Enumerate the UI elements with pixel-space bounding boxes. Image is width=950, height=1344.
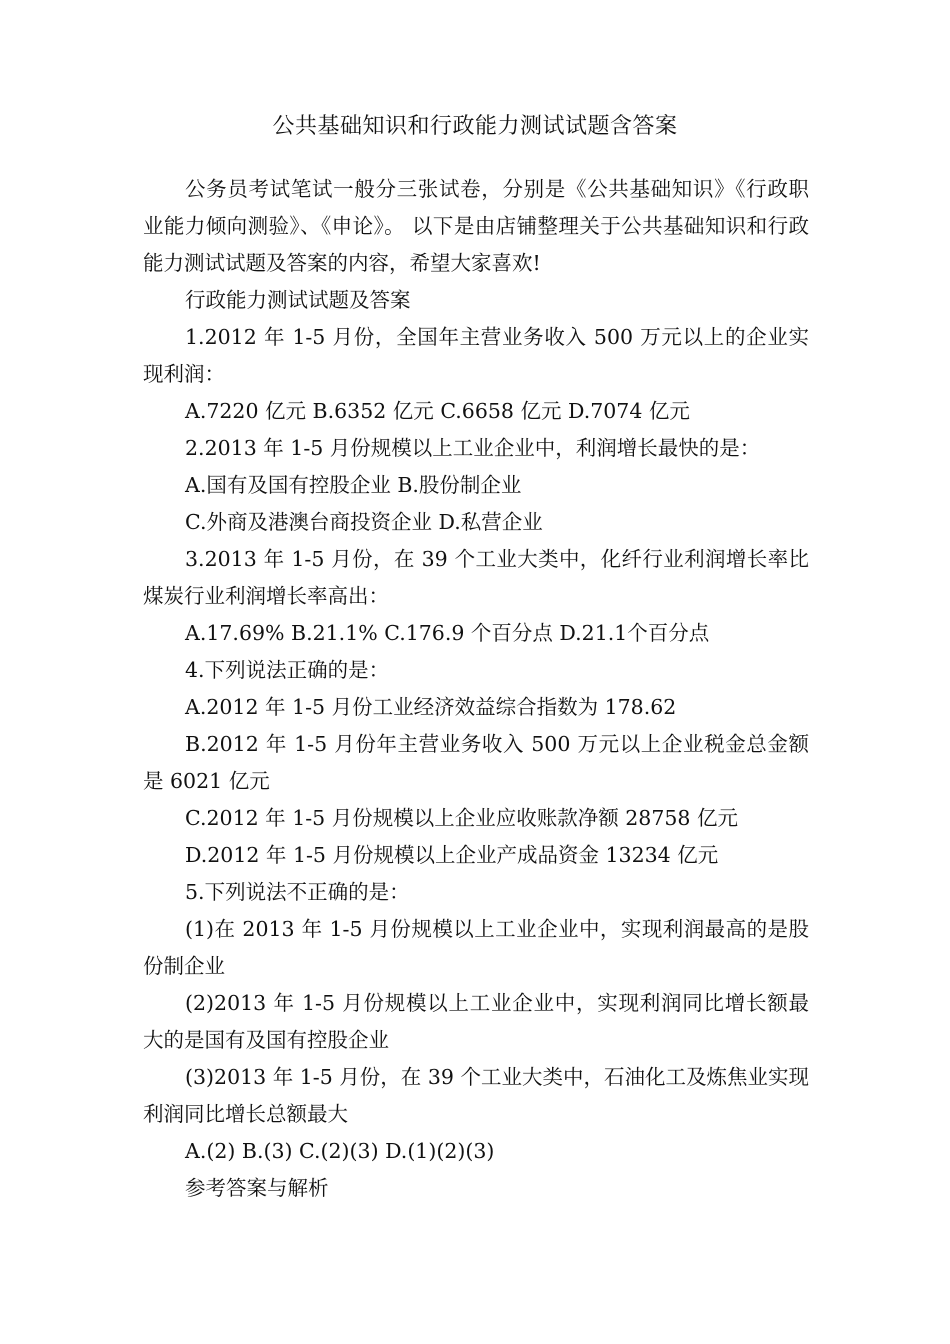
question-3: 3.2013 年 1-5 月份，在 39 个工业大类中，化纤行业利润增长率比煤炭行业利润增长率高出： (143, 547, 809, 608)
question-4-option-d: D.2012 年 1-5 月份规模以上企业产成品资金 13234 亿元 (185, 843, 719, 867)
question-2: 2.2013 年 1-5 月份规模以上工业企业中，利润增长最快的是： (185, 436, 761, 460)
document-title: 公共基础知识和行政能力测试试题含答案 (272, 114, 678, 139)
question-2-options-ab: A.国有及国有控股企业 B.股份制企业 (185, 473, 522, 497)
answers-heading: 参考答案与解析 (185, 1176, 329, 1200)
intro-paragraph: 公务员考试笔试一般分三张试卷，分别是《公共基础知识》《行政职业能力倾向测验》、《申论》。 以下是由店铺整理关于公共基础知识和行政能力测试试题及答案的内容，希望大家喜欢! (143, 177, 809, 275)
document-body (143, 171, 809, 1207)
question-5-statement-2: (2)2013 年 1-5 月份规模以上工业企业中，实现利润同比增长额最大的是国有及国有控股企业 (143, 991, 809, 1052)
question-5: 5.下列说法不正确的是： (185, 880, 410, 904)
question-1-options: A.7220 亿元 B.6352 亿元 C.6658 亿元 D.7074 亿元 (185, 399, 690, 423)
question-4-option-a: A.2012 年 1-5 月份工业经济效益综合指数为 178.62 (185, 695, 677, 719)
question-3-options: A.17.69% B.21.1% C.176.9 个百分点 D.21.1个百分点 (185, 621, 710, 645)
question-5-statement-1: (1)在 2013 年 1-5 月份规模以上工业企业中，实现利润最高的是股份制企业 (143, 917, 809, 978)
question-5-options: A.(2) B.(3) C.(2)(3) D.(1)(2)(3) (185, 1139, 495, 1163)
question-4: 4.下列说法正确的是： (185, 658, 390, 682)
question-4-option-c: C.2012 年 1-5 月份规模以上企业应收账款净额 28758 亿元 (185, 806, 738, 830)
section-heading: 行政能力测试试题及答案 (185, 288, 411, 312)
question-5-statement-3: (3)2013 年 1-5 月份，在 39 个工业大类中，石油化工及炼焦业实现利润同比增长总额最大 (143, 1065, 809, 1126)
question-1: 1.2012 年 1-5 月份，全国年主营业务收入 500 万元以上的企业实现利润： (143, 325, 809, 386)
question-2-options-cd: C.外商及港澳台商投资企业 D.私营企业 (185, 510, 543, 534)
question-4-option-b: B.2012 年 1-5 月份年主营业务收入 500 万元以上企业税金总金额是 6021 亿元 (143, 732, 809, 793)
